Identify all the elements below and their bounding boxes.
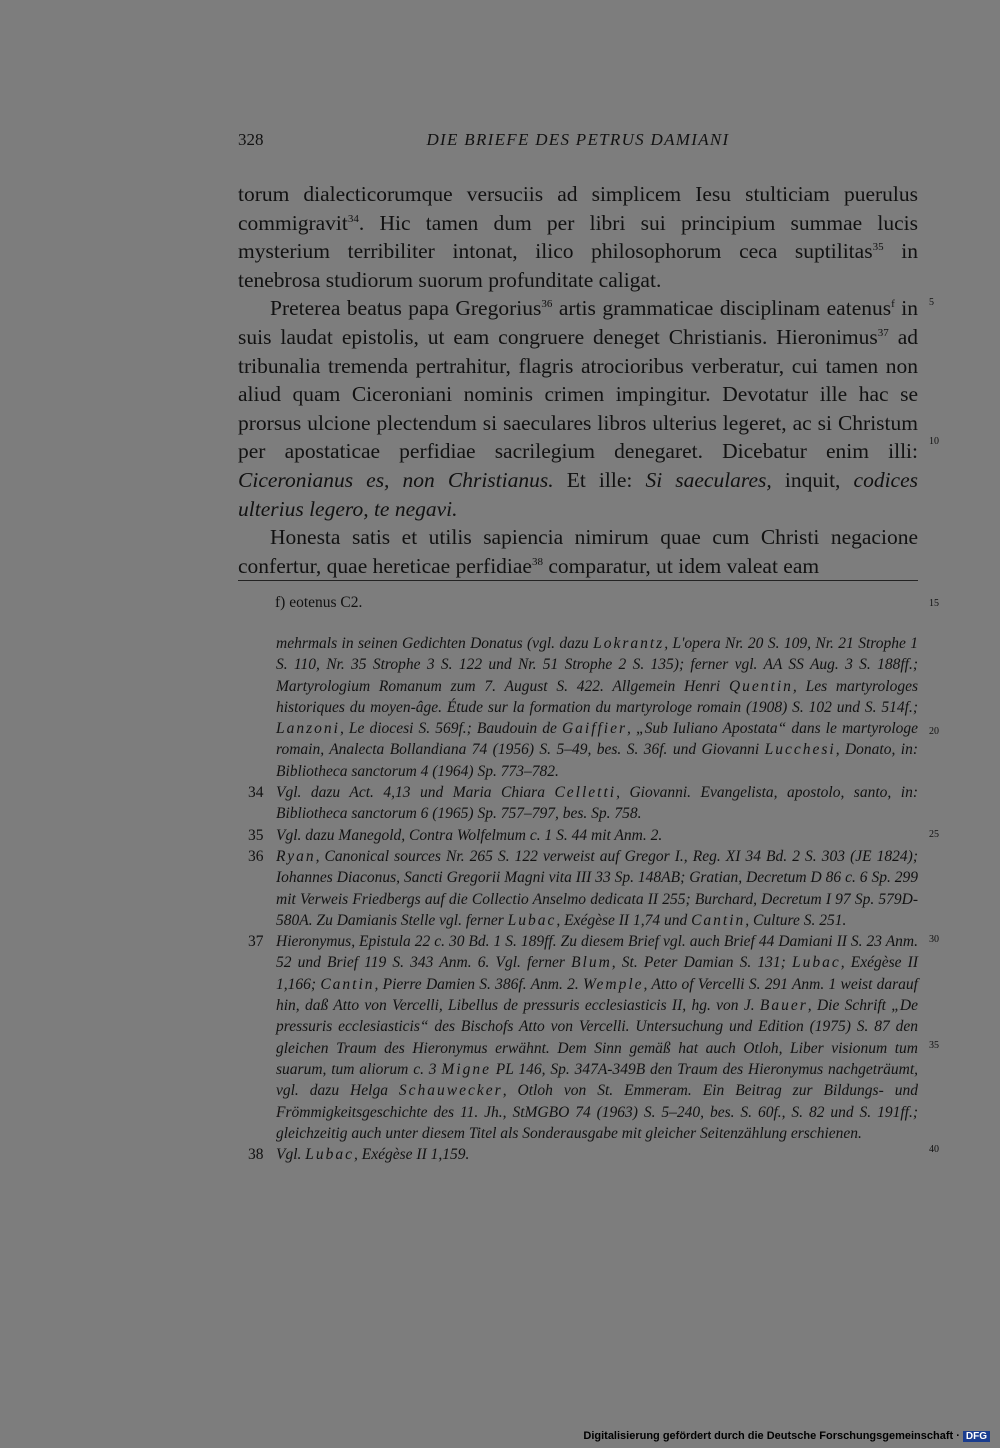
running-header <box>238 130 918 154</box>
page-number: 328 <box>238 130 264 149</box>
line-number: 35 <box>929 1040 939 1051</box>
running-title: DIE BRIEFE DES PETRUS DAMIANI <box>426 130 730 149</box>
credit-text: Digitalisierung gefördert durch die Deutsche Forschungsgemeinschaft · <box>583 1430 960 1442</box>
line-number: 10 <box>929 436 939 447</box>
line-number: 5 <box>929 297 934 308</box>
main-text: torum dialecticorumque versuciis ad simplicem Iesu stulticiam puerulus commigravit$^{34}$. Hic tamen dum per libri sui principium summae lucis mysterium terribiliter intonat, ilico philosophorum ceca suptilitas$^{35}$ in tenebrosa studiorum suorum profunditate caligat. Preterea beatus papa Gregorius$^{36}$ artis grammaticae disciplinam eatenus$^f$ in suis laudat epistolis, ut eam congruere deneget Christianis. Hieronimus$^{37}$ ad tribunalia tremenda pertrahitur, flagris atrocioribus verberatur, cui tamen non aliud quam Ciceroniani nominis crimen impingitur. Devotatur ille hac se prorsus ulcione plectendum si saeculares libros ulterius legeret, ac si Christum per apostaticae perfidiae sacrilegium denegaret. Dicebatur enim illi: Ciceronianus es, non Christianus. Et ille: Si saeculares, inquit, codices ulterius legero, te negavi. Honesta satis et utilis sapiencia nimirum quae cum Christi negacione confertur, quae hereticae perfidiae$^{38}$ comparatur, ut idem valeat eam <box>238 182 918 578</box>
dfg-credit <box>583 1430 990 1442</box>
line-number: 25 <box>929 829 939 840</box>
critical-apparatus: f) eotenus C2. <box>275 594 363 611</box>
footnote-divider <box>238 580 918 581</box>
line-number: 15 <box>929 598 939 609</box>
line-number: 40 <box>929 1144 939 1155</box>
line-number: 20 <box>929 726 939 737</box>
dfg-logo: DFG <box>963 1431 990 1442</box>
line-number: 30 <box>929 934 939 945</box>
footnotes: mehrmals in seinen Gedichten Donatus (vgl. dazu Lokrantz, L'opera Nr. 20 S. 109, Nr. 21 Strophe 1 S. 110, Nr. 35 Strophe 3 S. 122 und Nr. 51 Strophe 2 S. 135); ferner vgl. AA SS Aug. 3 S. 188ff.; Martyrologium Romanum zum 7. August S. 422. Allgemein Henri Quentin, Les martyrologes historiques du moyen-âge. Étude sur la formation du martyrologe romain (1908) S. 102 und S. 514f.; Lanzoni, Le diocesi S. 569f.; Baudouin de Gaiffier, „Sub Iuliano Apostata“ dans le martyrologe romain, Analecta Bollandiana 74 (1956) S. 5–49, bes. S. 36f. und Giovanni Lucchesi, Donato, in: Bibliotheca sanctorum 4 (1964) Sp. 773–782. 34 Vgl. dazu Act. 4,13 und Maria Chiara Celletti, Giovanni. Evangelista, apostolo, santo, in: Bibliotheca sanctorum 6 (1965) Sp. 757–797, bes. Sp. 758. 35 Vgl. dazu Manegold, Contra Wolfelmum c. 1 S. 44 mit Anm. 2. 36 Ryan, Canonical sources Nr. 265 S. 122 verweist auf Gregor I., Reg. XI 34 Bd. 2 S. 303 (JE 1824); Iohannes Diaconus, Sancti Gregorii Magni vita III 33 Sp. 148AB; Gratian, Decretum D 86 c. 6 Sp. 299 mit Verweis Friedbergs auf die Collectio Anselmo dedicata II 255; Burchard, Decretum I 97 Sp. 579D-580A. Zu Damianis Stelle vgl. ferner Lubac, Exégèse II 1,74 und Cantin, Culture S. 251. 37 Hieronymus, Epistula 22 c. 30 Bd. 1 S. 189ff. Zu diesem Brief vgl. auch Brief 44 Damiani II S. 23 Anm. 52 und Brief 119 S. 343 Anm. 6. Vgl. ferner Blum, St. Peter Damian S. 131; Lubac, Exégèse II 1,166; Cantin, Pierre Damien S. 386f. Anm. 2. Wemple, Atto of Vercelli S. 291 Anm. 1 weist darauf hin, daß Atto von Vercelli, Libellus de pressuris ecclesiasticis II, hg. von J. Bauer, Die Schrift „De pressuris ecclesiasticis“ des Bischofs Atto von Vercelli. Untersuchung und Edition (1975) S. 87 den gleichen Traum des Hieronymus erwähnt. Dem Sinn gemäß hat auch Otloh, Liber visionum tum suarum, tum aliorum c. 3 Migne PL 146, Sp. 347A-349B den Traum des Hieronymus nachgeträumt, vgl. dazu Helga Schauwecker, Otloh von St. Emmeram. Ein Beitrag zur Bildungs- und Frömmigkeitsgeschichte des 11. Jh., StMGBO 74 (1963) S. 5–240, bes. S. 60f., S. 82 und S. 191ff.; gleichzeitig auch unter diesem Titel als Sonderausgabe mit gleicher Seitenzählung erschienen. 38 Vgl. Lubac, Exégèse II 1,159. <box>248 635 919 1164</box>
